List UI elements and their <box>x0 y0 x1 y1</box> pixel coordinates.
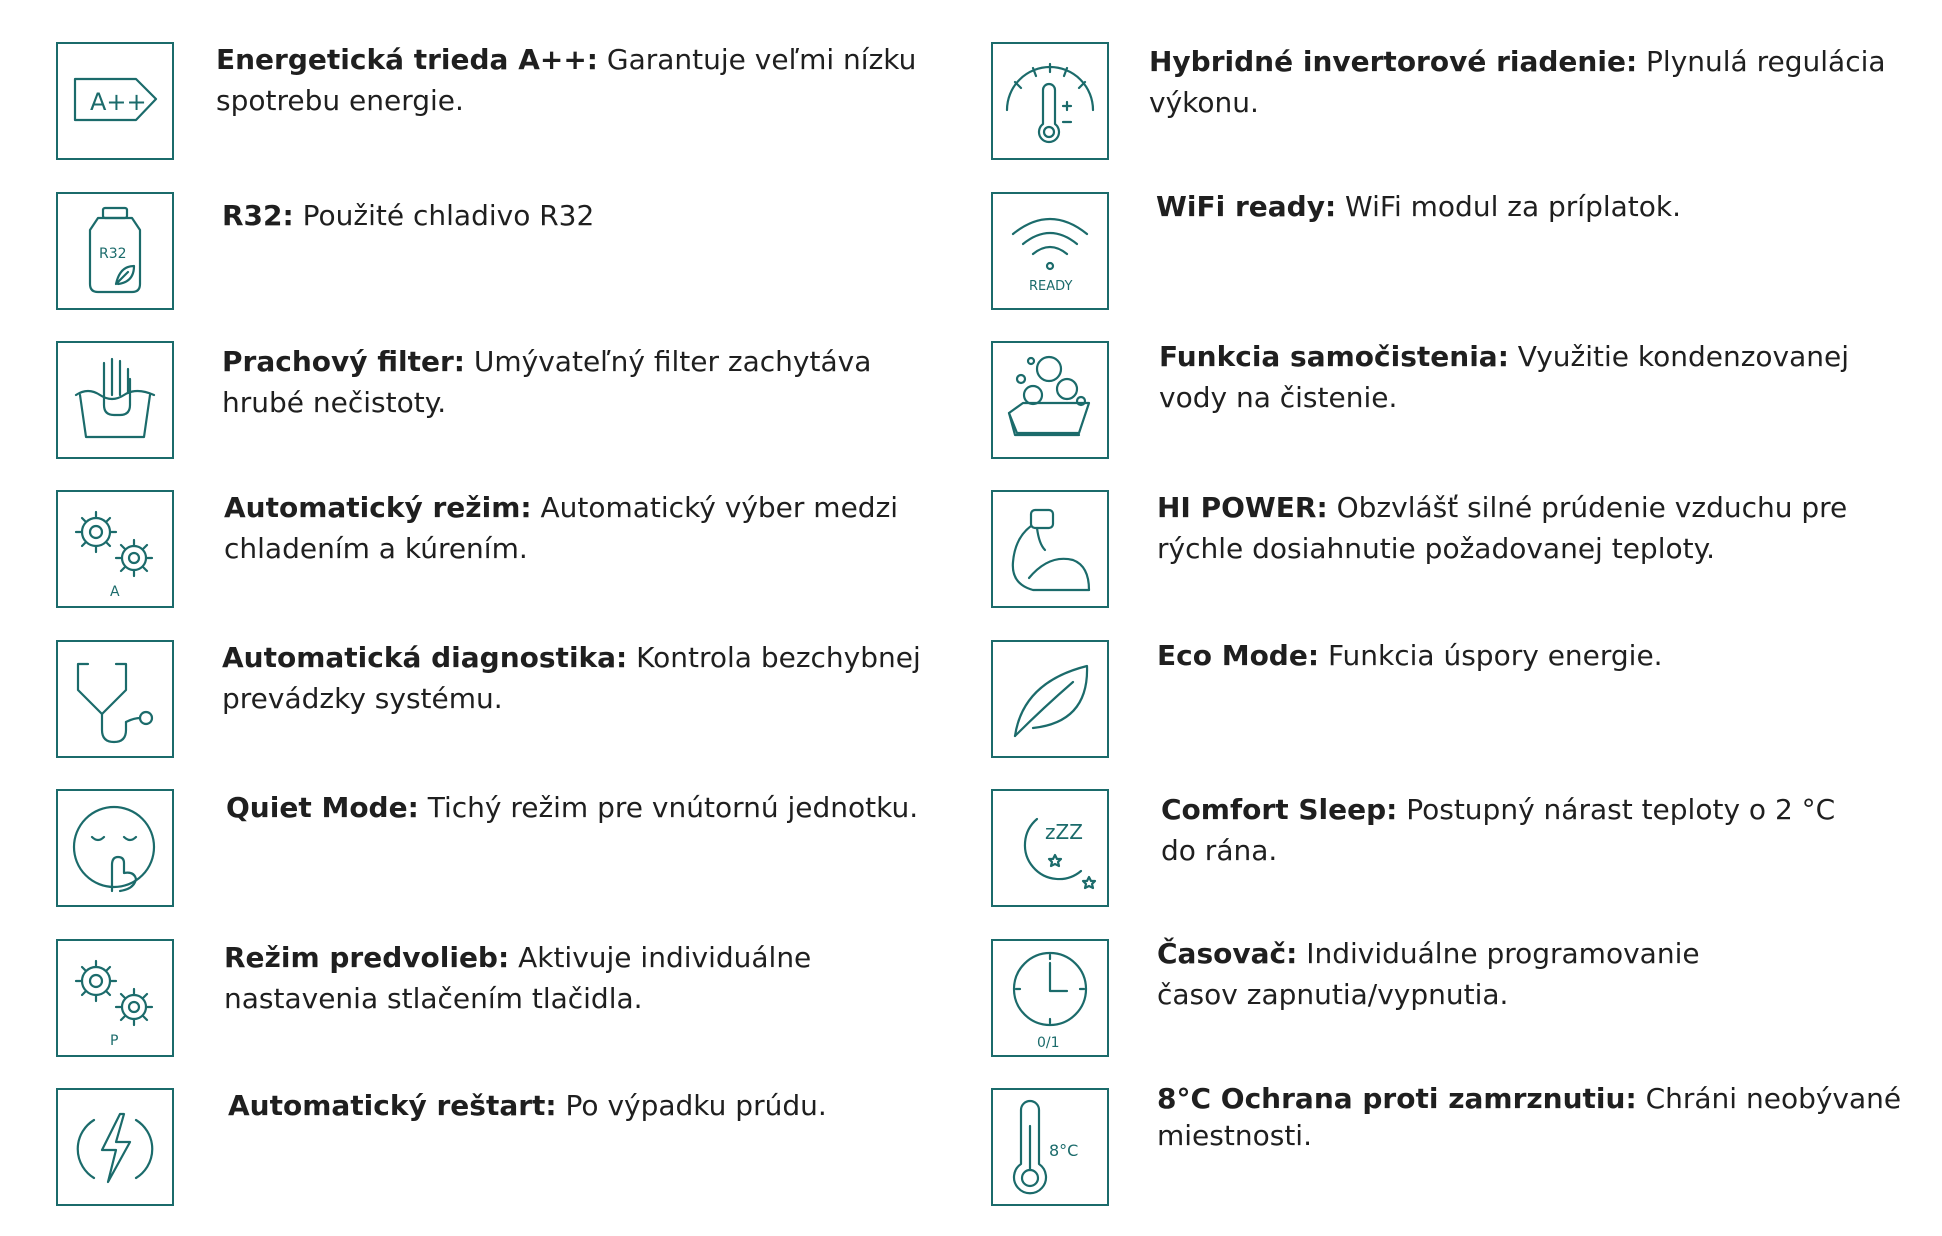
feature-text <box>224 487 898 569</box>
feature-title: Hybridné invertorové riadenie: <box>1149 45 1638 78</box>
auto-icon-label: A <box>110 584 120 600</box>
feature-text <box>216 39 916 121</box>
feature-text <box>228 1085 827 1126</box>
feature-title: Prachový filter: <box>222 345 465 378</box>
shush-face-icon <box>56 789 174 907</box>
feature-text <box>1159 336 1849 418</box>
feature-text <box>222 341 871 423</box>
feature-title: 8°C Ochrana proti zamrznutiu: <box>1157 1082 1637 1115</box>
feature-title: Eco Mode: <box>1157 639 1320 672</box>
feature-title: R32: <box>222 199 294 232</box>
energy-label-icon <box>56 42 174 160</box>
refrigerant-bottle-icon <box>56 192 174 310</box>
feature-desc: Použité chladivo R32 <box>302 199 595 232</box>
feature-desc-line2: chladením a kúrením. <box>224 532 528 565</box>
feature-text <box>226 787 918 828</box>
feature-title: Comfort Sleep: <box>1161 793 1398 826</box>
hand-wash-icon <box>56 341 174 459</box>
thermometer-gauge-icon <box>991 42 1109 160</box>
feature-desc: Aktivuje individuálne <box>518 941 812 974</box>
feature-desc: Tichý režim pre vnútornú jednotku. <box>427 791 919 824</box>
thermometer-icon <box>991 1088 1109 1206</box>
feature-title: Quiet Mode: <box>226 791 419 824</box>
feature-text <box>1156 186 1681 227</box>
feature-desc-line2: vody na čistenie. <box>1159 381 1398 414</box>
gears-icon <box>56 939 174 1057</box>
feature-desc-line2: výkonu. <box>1149 86 1259 119</box>
feature-desc-line2: časov zapnutia/vypnutia. <box>1157 978 1509 1011</box>
feature-desc: WiFi modul za príplatok. <box>1345 190 1682 223</box>
feature-desc-line2: prevádzky systému. <box>222 682 503 715</box>
feature-title: Automatický reštart: <box>228 1089 557 1122</box>
lightning-restart-icon <box>56 1088 174 1206</box>
energy-icon-label: A++ <box>90 88 147 116</box>
feature-text <box>222 637 921 719</box>
feature-desc: Funkcia úspory energie. <box>1327 639 1663 672</box>
flexed-arm-icon <box>991 490 1109 608</box>
clock-icon <box>991 939 1109 1057</box>
moon-sleep-icon <box>991 789 1109 907</box>
feature-desc-line2: rýchle dosiahnutie požadovanej teploty. <box>1157 532 1716 565</box>
r32-icon-label: R32 <box>99 246 127 262</box>
feature-desc-line2: nastavenia stlačením tlačidla. <box>224 982 643 1015</box>
feature-desc: Postupný nárast teploty o 2 °C <box>1406 793 1836 826</box>
feature-text <box>1157 933 1700 1015</box>
feature-text <box>1157 635 1663 676</box>
feature-desc: Automatický výber medzi <box>540 491 899 524</box>
feature-desc-line2: do rána. <box>1161 834 1278 867</box>
gears-icon <box>56 490 174 608</box>
feature-text <box>222 195 594 236</box>
feature-desc: Individuálne programovanie <box>1306 937 1700 970</box>
stethoscope-icon <box>56 640 174 758</box>
feature-desc-line2: spotrebu energie. <box>216 84 464 117</box>
feature-title: Automatická diagnostika: <box>222 641 628 674</box>
feature-desc-line2: miestnosti. <box>1157 1119 1312 1152</box>
wifi-icon <box>991 192 1109 310</box>
feature-title: Režim predvolieb: <box>224 941 510 974</box>
feature-title: Funkcia samočistenia: <box>1159 340 1509 373</box>
feature-title: Časovač: <box>1157 937 1298 970</box>
feature-text <box>1157 487 1847 569</box>
feature-title: WiFi ready: <box>1156 190 1337 223</box>
frost-icon-label: 8°C <box>1049 1141 1079 1160</box>
sleep-icon-label: zZZ <box>1045 820 1083 844</box>
wifi-icon-label: READY <box>1029 279 1073 294</box>
feature-desc: Využitie kondenzovanej <box>1517 340 1850 373</box>
leaf-icon <box>991 640 1109 758</box>
feature-desc: Obzvlášť silné prúdenie vzduchu pre <box>1336 491 1848 524</box>
soap-bubbles-icon <box>991 341 1109 459</box>
feature-text <box>1161 789 1835 871</box>
feature-desc: Umývateľný filter zachytáva <box>473 345 872 378</box>
feature-desc: Po výpadku prúdu. <box>565 1089 827 1122</box>
feature-desc: Plynulá regulácia <box>1646 45 1886 78</box>
feature-desc: Kontrola bezchybnej <box>636 641 921 674</box>
feature-text <box>224 937 811 1019</box>
feature-text <box>1149 41 1886 123</box>
feature-title: Energetická trieda A++: <box>216 43 598 76</box>
feature-desc-line2: hrubé nečistoty. <box>222 386 447 419</box>
timer-icon-label: 0/1 <box>1037 1035 1060 1051</box>
feature-desc: Garantuje veľmi nízku <box>606 43 917 76</box>
feature-title: HI POWER: <box>1157 491 1328 524</box>
feature-text <box>1157 1080 1901 1154</box>
feature-title: Automatický režim: <box>224 491 532 524</box>
preset-icon-label: P <box>110 1033 119 1049</box>
feature-desc: Chráni neobývané <box>1645 1082 1902 1115</box>
